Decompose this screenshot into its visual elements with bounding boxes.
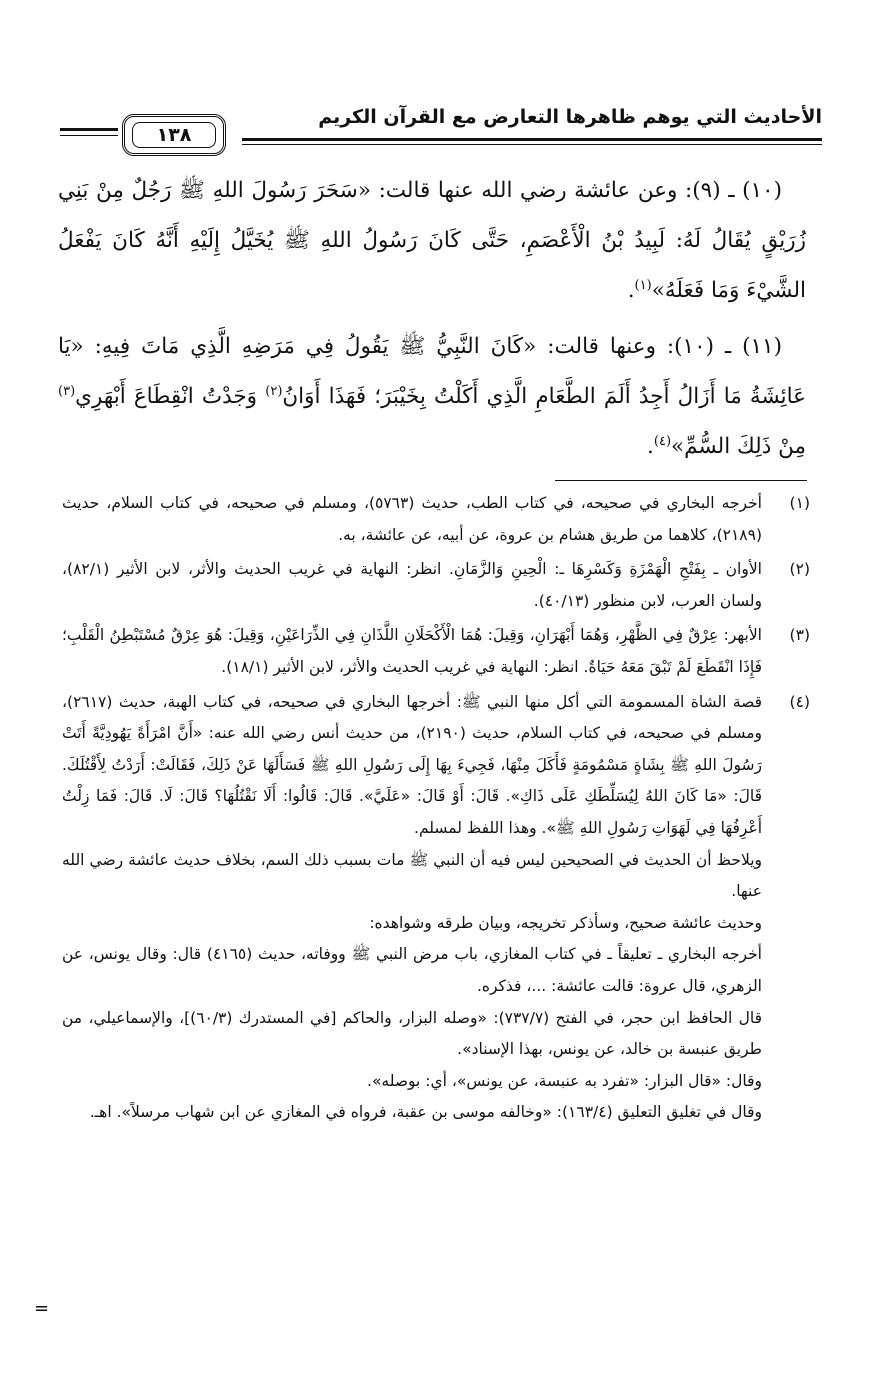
footnote-body: [62, 488, 762, 551]
footnote-body: [62, 687, 762, 1129]
page-number-frame: [122, 114, 226, 156]
footnote-ref: (٤): [653, 433, 672, 449]
footnote-text: قال الحافظ ابن حجر، في الفتح (٧٣٧/٧): «وصله البزار، والحاكم [في المستدرك (٦٠/٣)]، والإسماعيلي، من طريق عنبسة بن خالد، عن يونس، بهذا الإسناد».: [62, 1008, 762, 1059]
footnote-number: (٤): [789, 692, 810, 711]
running-title: الأحاديث التي يوهم ظاهرها التعارض مع القرآن الكريم: [318, 106, 822, 128]
footnote-text: ويلاحظ أن الحديث في الصحيحين ليس فيه أن النبي ﷺ مات بسبب ذلك السم، بخلاف حديث عائشة رضي الله عنها.: [62, 850, 762, 901]
footnote-body: [62, 554, 762, 617]
footnote-number: (١): [789, 494, 810, 512]
paragraph-text: وَجَدْتُ انْقِطَاعَ أَبْهَرِي: [75, 384, 258, 409]
footnote-4: [62, 687, 810, 1129]
paragraph-tail: .: [647, 434, 654, 459]
page-number: ١٣٨: [132, 122, 216, 148]
header-left-rule-thin: [60, 135, 118, 136]
hadith-paragraph: [58, 166, 806, 316]
paragraph-text: (١٠) ـ (٩): وعن عائشة رضي الله عنها قالت: «سَحَرَ رَسُولَ اللهِ ﷺ رَجُلٌ مِنْ بَنِي زُرَيْقٍ يُقَالُ لَهُ: لَبِيدُ بْنُ الْأَعْصَمِ، حَتَّى كَانَ رَسُولُ اللهِ ﷺ يُخَيَّلُ إِلَيْهِ أَنَّهُ كَانَ يَفْعَلُ الشَّيْءَ وَمَا فَعَلَهُ»: [58, 178, 806, 303]
footnote-text: وقال في تغليق التعليق (١٦٣/٤): «وخالفه موسى بن عقبة، فرواه في المغازي عن ابن شهاب مرسلاً». اهـ.: [89, 1103, 762, 1122]
footnote-text: الأبهر: عِرْقٌ فِي الظَّهْرِ، وَهُمَا أَبْهَرَانِ، وَقِيلَ: هُمَا الْأَكْحَلَانِ اللَّذَانِ فِي الذِّرَاعَيْنِ، وَقِيلَ: هُوَ عِرْقٌ مُسْتَبْطِنُ الْقَلْبِ؛ فَإِذَا انْقَطَعَ لَمْ تَبْقَ مَعَهُ حَيَاةٌ. انظر: النهاية في غريب الحديث والأثر، لابن الأثير (١٨/١).: [62, 626, 762, 676]
footnote-text: وحديث عائشة صحيح، وسأذكر تخريجه، وبيان طرقه وشواهده:: [369, 913, 762, 932]
footnote-text: قصة الشاة المسمومة التي أكل منها النبي ﷺ: أخرجها البخاري في صحيحه، في كتاب الهبة، حديث (٢٦١٧)، ومسلم في صحيحه، في كتاب السلام، حديث (٢١٩٠)، من حديث أنس رضي الله عنه: «أَنَّ امْرَأَةً يَهُودِيَّةً أَتَتْ رَسُولَ اللهِ ﷺ بِشَاةٍ مَسْمُومَةٍ فَأَكَلَ مِنْهَا، فَجِيءَ بِهَا إِلَى رَسُولِ اللهِ ﷺ فَسَأَلَهَا عَنْ ذَلِكَ، فَقَالَتْ: أَرَدْتُ لِأَقْتُلَكَ. قَالَ: «مَا كَانَ اللهُ لِيُسَلِّطَكِ عَلَى ذَاكِ». قَالَ: أَوْ قَالَ: «عَلَيَّ». قَالَ: قَالُوا: أَلَا نَقْتُلُهَا؟ قَالَ: لَا. قَالَ: فَمَا زِلْتُ أَعْرِفُهَا فِي لَهَوَاتِ رَسُولِ اللهِ ﷺ». وهذا اللفظ لمسلم.: [62, 692, 762, 837]
page-header: [60, 104, 822, 154]
footnote-text: الأوان ـ بِفَتْحِ الْهَمْزَةِ وَكَسْرِهَا ـ: الْحِينِ وَالزَّمَانِ. انظر: النهاية في غريب الحديث والأثر، لابن الأثير (٨٢/١)، ولسان العرب، لابن منظور (٤٠/١٣).: [62, 560, 762, 610]
footnote-body: [62, 620, 762, 683]
footnote-ref: (٢): [265, 383, 283, 399]
header-rule-thin: [242, 144, 822, 145]
footnote-number: (٢): [789, 560, 810, 579]
continuation-mark: =: [34, 1298, 50, 1319]
main-text: [58, 166, 806, 478]
footnote-ref: (٣): [58, 383, 76, 399]
footnote-2: [62, 554, 810, 617]
footnotes: [62, 488, 810, 1132]
footnote-number: (٣): [789, 626, 810, 645]
footnote-text: وقال: «قال البزار: «تفرد به عنبسة، عن يونس»، أي: بوصله».: [367, 1071, 762, 1090]
paragraph-text: (١١) ـ (١٠): وعنها قالت: «كَانَ النَّبِيُّ ﷺ يَقُولُ فِي مَرَضِهِ الَّذِي مَاتَ فِيهِ: «يَا عَائِشَةُ مَا أَزَالُ أَجِدُ أَلَمَ الطَّعَامِ الَّذِي أَكَلْتُ بِخَيْبَرَ؛ فَهَذَا أَوَانُ: [58, 334, 807, 409]
footnote-separator: [555, 480, 807, 481]
footnote-3: [62, 620, 810, 683]
footnote-1: [62, 488, 810, 551]
footnote-text: أخرجه البخاري ـ تعليقاً ـ في كتاب المغازي، باب مرض النبي ﷺ ووفاته، حديث (٤١٦٥) قال: وقال يونس، عن الزهري، قال عروة: قالت عائشة: ...، فذكره.: [62, 945, 762, 995]
paragraph-tail: .: [627, 278, 635, 303]
footnote-ref: (١): [634, 277, 652, 293]
header-rule-thick: [242, 138, 822, 141]
footnote-text: أخرجه البخاري في صحيحه، في كتاب الطب، حديث (٥٧٦٣)، ومسلم في صحيحه، في كتاب السلام، حديث (٢١٨٩)، كلاهما من طريق هشام بن عروة، عن أبيه، عن عائشة، به.: [62, 494, 762, 544]
paragraph-text: مِنْ ذَلِكَ السُّمِّ»: [671, 434, 806, 459]
hadith-paragraph: [58, 322, 806, 472]
header-left-rule-thick: [60, 128, 118, 131]
